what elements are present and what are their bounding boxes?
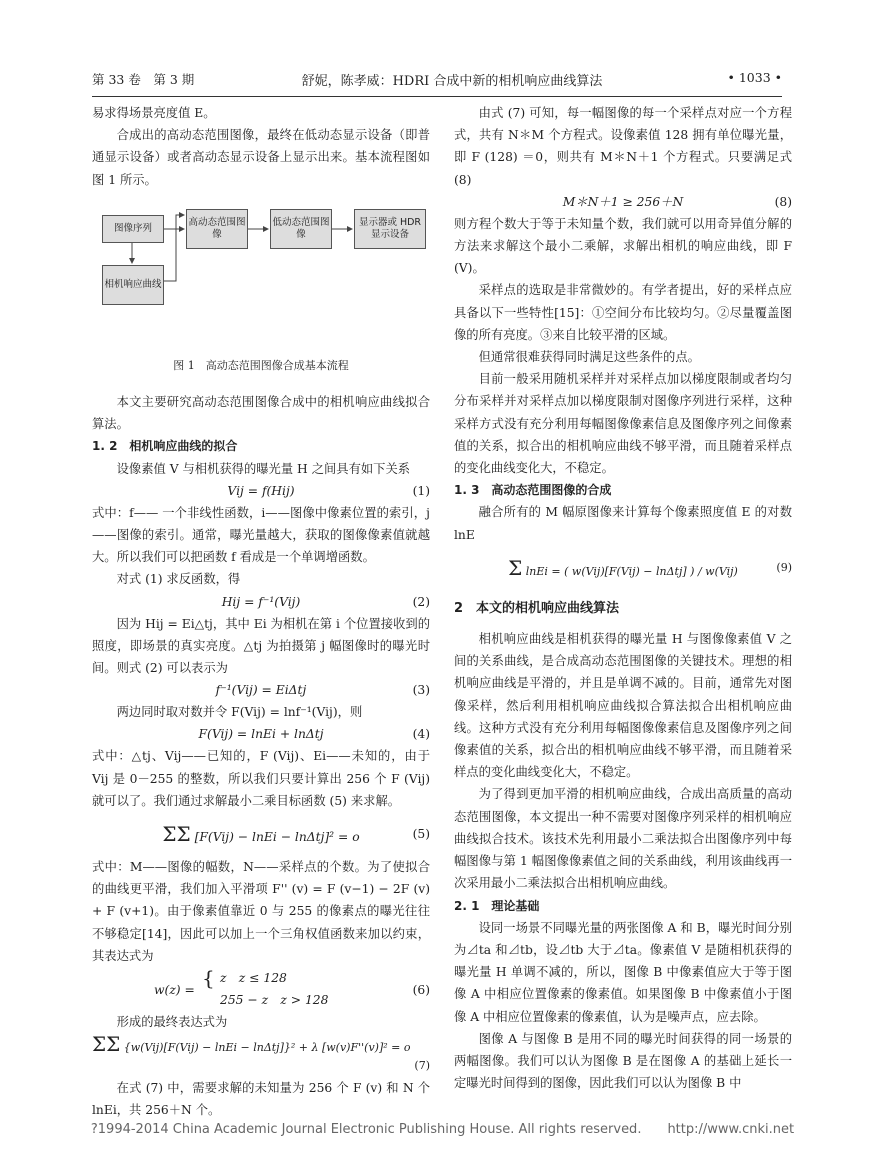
paragraph: 图像 A 与图像 B 是用不同的曝光时间获得的同一场景的两幅图像。我们可以认为图像 B 是在图像 A 的基础上延长一定曝光时间得到的图像，因此我们可以认为图像 B 中: [454, 1031, 792, 1091]
paragraph: 融合所有的 M 幅原图像来计算每个像素照度值 E 的对数 lnE: [454, 505, 792, 542]
equation-9: Σ lnEi = ( w(Vij)[F(Vij) − lnΔtj] ) / w(Vij) (9): [454, 546, 792, 590]
running-title: 舒妮，陈孝威：HDRI 合成中新的相机响应曲线算法: [301, 74, 603, 89]
equation-number: (8): [774, 194, 792, 209]
page-header: [92, 70, 782, 92]
header-rule: [92, 96, 782, 97]
equation-number: (9): [776, 560, 792, 574]
paragraph: 但通常很难获得同时满足这些条件的点。: [478, 350, 700, 365]
equation-number: (1): [412, 483, 430, 498]
paragraph: 式中：M——图像的幅数，N——采样点的个数。为了使拟合的曲线更平滑，我们加入平滑项 F'' (v) = F (v−1) − 2F (v) + F (v+1)。由于像素值靠近 0 与 255 的像素点的曝光往往不够稳定[14]，因此可以加上一个三角权值函数来加以约束，其表达式为: [92, 860, 430, 963]
paragraph: 则方程个数大于等于未知量个数，我们就可以用奇异值分解的方法来求解这个最小二乘解，求解出相机的响应曲线，即 F (V)。: [454, 216, 792, 276]
paragraph: 本文主要研究高动态范围图像合成中的相机响应曲线拟合算法。: [92, 395, 430, 432]
box-image-sequence: 图像序列: [102, 215, 164, 243]
paragraph: 易求得场景亮度值 E。: [92, 106, 216, 120]
equation-1: Vij = f(Hij) (1): [92, 480, 430, 502]
equation-3: f⁻¹(Vij) = EiΔtj (3): [92, 679, 430, 701]
equation-number: (7): [414, 1059, 430, 1073]
equation-8: M＊N＋1 ≥ 256＋N (8): [454, 191, 792, 213]
paragraph: 因为 Hij = Ei△tj，其中 Ei 为相机在第 i 个位置接收到的照度，即场景的真实亮度。△tj 为拍摄第 j 幅图像时的曝光时间。则式 (2) 可以表示为: [92, 616, 430, 676]
right-column: [454, 102, 792, 1094]
paragraph: 为了得到更加平滑的相机响应曲线，合成出高质量的高动态范围图像，本文提出一种不需要对图像序列采样的相机响应曲线拟合技术。该技术先利用最小二乘法拟合出图像序列中每幅图像与第 1 幅图像像素值之间的关系曲线，利用该曲线再一次采用最小二乘法拟合出相机响应曲线。: [454, 787, 792, 891]
paragraph: 设同一场景不同曝光量的两张图像 A 和 B，曝光时间分别为⊿ta 和⊿tb，设⊿tb 大于⊿ta。像素值 V 是随相机获得的曝光量 H 单调不减的，所以，图像 B 中像素值应大于等于图像 A 中相应位置像素的像素值。如果图像 B 中像素值小于图像 A 中相应位置像素的像素值，认为是噪声点，应去除。: [454, 920, 792, 1024]
box-hdr-image: 高动态范围图像: [186, 209, 248, 249]
equation-7: ΣΣ {w(Vij)[F(Vij) − lnEi − lnΔtj]}² + λ [w(v)F''(v)]² = o (7): [92, 1033, 430, 1077]
box-ldr-image: 低动态范围图像: [270, 209, 332, 249]
flowchart-figure: [92, 197, 430, 347]
equation-4: F(Vij) = lnEi + lnΔtj (4): [92, 723, 430, 745]
section-heading: 2 本文的相机响应曲线算法: [454, 600, 620, 616]
paragraph: 式中：△tj、Vij——已知的，F (Vij)、Ei——未知的，由于 Vij 是 0－255 的整数，所以我们只要计算出 256 个 F (Vij) 就可以了。我们通过求解最小二乘目标函数 (5) 来求解。: [92, 749, 430, 808]
section-heading: 1. 3 高动态范围图像的合成: [454, 483, 612, 498]
section-heading: 1. 2 相机响应曲线的拟合: [92, 439, 238, 454]
paragraph: 由式 (7) 可知，每一幅图像的每一个采样点对应一个方程式，共有 N＊M 个方程式。设像素值 128 拥有单位曝光量，即 F (128) ＝0，则共有 M＊N＋1 个方程式。只要满足式 (8): [454, 106, 792, 187]
paragraph: 目前一般采用随机采样并对采样点加以梯度限制或者均匀分布采样并对采样点加以梯度限制对图像序列进行采样，这种采样方式没有充分利用每幅图像像素信息及图像序列之间像素值的关系，拟合出的相机响应曲线不够平滑，而且随着采样点的变化曲线变化大，不稳定。: [454, 372, 792, 476]
paragraph: 形成的最终表达式为: [116, 1015, 228, 1030]
paragraph: 合成出的高动态范围图像，最终在低动态显示设备（即普通显示设备）或者高动态显示设备上显示出来。基本流程图如图 1 所示。: [92, 128, 430, 187]
paragraph: 采样点的选取是非常微妙的。有学者提出，好的采样点应具备以下一些特性[15]：①空间分布比较均匀。②尽量覆盖图像的所有亮度。③来自比较平滑的区域。: [454, 283, 792, 342]
equation-number: (2): [412, 594, 430, 609]
equation-6: w(z) = { z z ≤ 128 255 − z z > 128 (6): [154, 966, 430, 1008]
equation-5: ΣΣ [F(Vij) − lnEi − lnΔtj]² = o (5): [92, 812, 430, 856]
paragraph: 设像素值 V 与相机获得的曝光量 H 之间具有如下关系: [116, 461, 411, 476]
equation-number: (5): [412, 827, 430, 842]
paragraph: 两边同时取对数并令 F(Vij) = lnf⁻¹(Vij)，则: [116, 705, 363, 720]
equation-number: (4): [412, 727, 430, 742]
paragraph: 在式 (7) 中，需要求解的未知量为 256 个 F (v) 和 N 个 lnEi，共 256＋N 个。: [92, 1081, 430, 1118]
equation-2: Hij = f⁻¹(Vij) (2): [92, 591, 430, 613]
equation-number: (6): [412, 983, 430, 998]
journal-volume: 第 33 卷 第 3 期: [92, 72, 195, 87]
paragraph: 相机响应曲线是相机获得的曝光量 H 与图像像素值 V 之间的关系曲线，是合成高动态范围图像的关键技术。理想的相机响应曲线是平滑的，并且是单调不减的。目前，通常先对图像采样，然后利用相机响应曲线拟合算法拟合出相机响应曲线。这种方式没有充分利用每幅图像像素信息及图像序列之间像素值的关系，拟合出的相机响应曲线不够平滑，而且随着采样点的变化曲线变化大，不稳定。: [454, 632, 792, 780]
figure-caption: 图 1 高动态范围图像合成基本流程: [173, 358, 349, 372]
box-display-device: 显示器或 HDR 显示设备: [354, 209, 426, 249]
box-camera-response-curve: 相机响应曲线: [102, 265, 164, 305]
left-column: [92, 102, 430, 1122]
paragraph: 对式 (1) 求反函数，得: [116, 572, 241, 587]
paragraph: 式中：f—— 一个非线性函数，i——图像中像素位置的索引，j——图像的索引。通常，曝光量越大，获取的图像像素值就越大。所以我们可以把函数 f 看成是一个单调增函数。: [92, 505, 430, 565]
page-number: • 1033 •: [727, 70, 782, 85]
section-heading: 2. 1 理论基础: [454, 898, 540, 913]
copyright-footer: ?1994-2014 China Academic Journal Electronic Publishing House. All rights reserved. http://www.cnki.net: [90, 1122, 795, 1137]
equation-number: (3): [412, 683, 430, 698]
